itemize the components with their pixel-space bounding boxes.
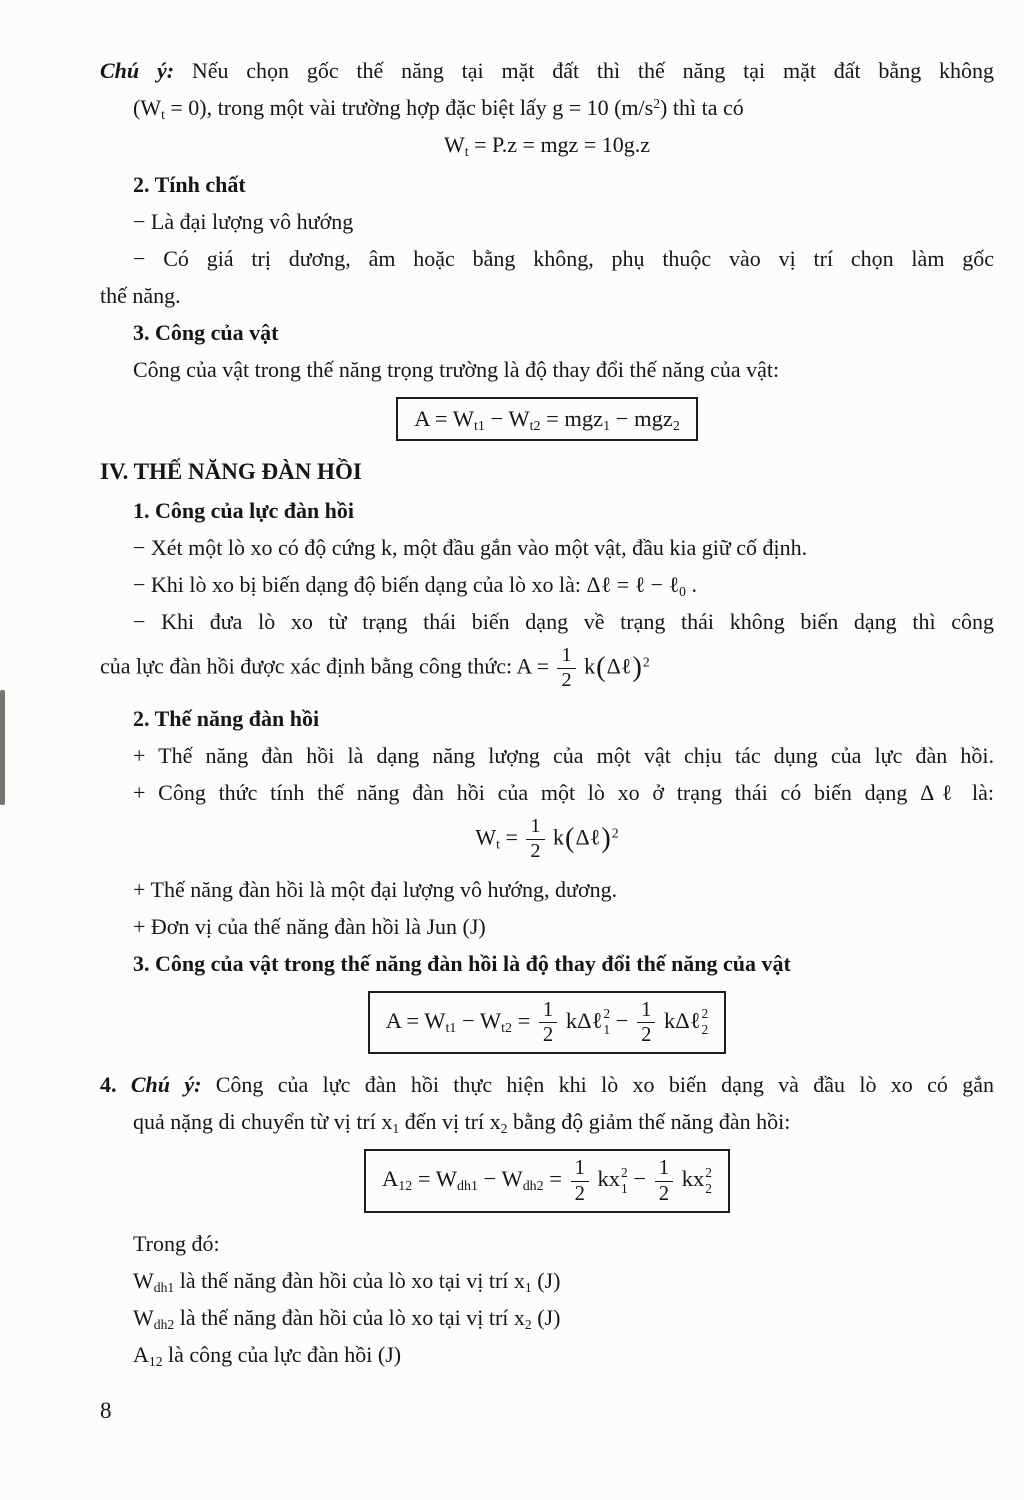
subscript: t2 [529, 419, 541, 435]
subscript: t [464, 144, 469, 160]
fraction: $\frac{1}{2}$ [571, 1157, 589, 1205]
subscript: t2 [501, 1020, 512, 1036]
superscript: 2 [611, 825, 619, 841]
heading-cong-cua-vat: 3. Công của vật [133, 320, 279, 345]
big-paren: ) [632, 652, 642, 684]
subscript: dh1 [153, 1280, 175, 1296]
subscript: 12 [398, 1179, 413, 1195]
def-wdh1: $W_{dh1}$ là thế năng đàn hồi của lò xo tại vị trí $x_1$ (J) [133, 1267, 561, 1296]
formula-row-gravity-work [100, 397, 994, 441]
scan-artifact [0, 690, 5, 805]
subscript: 12 [148, 1354, 163, 1370]
stacked-scripts: 2 1 [603, 1006, 611, 1038]
page-number: 8 [100, 1397, 112, 1423]
bold-text: 4. [100, 1072, 131, 1098]
bold-italic-text: Chú ý: [100, 58, 175, 83]
def-wdh2: $W_{dh2}$ là thế năng đàn hồi của lò xo tại vị trí $x_2$ (J) [133, 1304, 561, 1333]
superscript: 2 [642, 654, 650, 670]
heading-the-nang-dan-hoi: 2. Thế năng đàn hồi [133, 705, 320, 731]
formula-wt-elastic: $W_t$ = $\frac{1}{2}$ k(Δℓ)$^2$ [475, 814, 619, 862]
subscript: 1 [603, 419, 611, 435]
heading-cong-luc-dan-hoi: 1. Công của lực đàn hồi [133, 498, 355, 524]
subscript: 2 [500, 1121, 508, 1137]
superscript: 2 [653, 96, 661, 112]
bullet-xet-lo-xo: − Xét một lò xo có độ cứng k, một đầu gắn vào một vật, đầu kia giữ cố định. [133, 535, 808, 561]
subscript: t [161, 107, 165, 123]
note-gravity-line2: $(W_t = 0)$, trong một vài trường hợp đặc biệt lấy g = 10 $(m/s^2)$ thì ta có [133, 95, 744, 123]
label-trong-do: Trong đó: [133, 1230, 220, 1256]
para-dai-luong-vo-huong: + Thế năng đàn hồi là một đại lượng vô hướng, dương. [133, 876, 618, 902]
para-don-vi-jun: + Đơn vị của thế năng đàn hồi là Jun (J) [133, 913, 486, 939]
formula-row-a12 [100, 1149, 994, 1213]
para-dang-nang-luong: + Thế năng đàn hồi là dạng năng lượng của một vật chịu tác dụng của lực đàn hồi. [133, 742, 994, 768]
note-gravity-line1: Chú ý: Nếu chọn gốc thế năng tại mặt đất thì thế năng tại mặt đất bằng không [100, 58, 994, 83]
stacked-scripts: 2 2 [701, 1006, 709, 1038]
stacked-scripts: 2 2 [705, 1164, 712, 1197]
note-4-line2: quả nặng di chuyển từ vị trí $x_1$ đến vị trí $x_2$ bằng độ giảm thế năng đàn hồi: [133, 1109, 791, 1137]
stacked-scripts: 2 1 [621, 1164, 628, 1197]
subscript: dh2 [522, 1179, 544, 1195]
bullet-dua-lo-xo-line1: − Khi đưa lò xo từ trạng thái biến dạng về trạng thái không biến dạng thì công [133, 609, 994, 635]
bullet-gia-tri: − Có giá trị dương, âm hoặc bằng không, phụ thuộc vào vị trí chọn làm gốc [133, 246, 994, 271]
bold-italic-text: Chú ý: [130, 1072, 202, 1098]
subscript: dh1 [457, 1179, 478, 1195]
heading-cong-cua-vat-dan-hoi: 3. Công của vật trong thế năng đàn hồi là độ thay đổi thế năng của vật [133, 950, 791, 976]
bullet-dua-lo-xo-line2: của lực đàn hồi được xác định bằng công thức: A = $\frac{1}{2}$ k(Δℓ)$^2$ [100, 644, 650, 691]
subscript: 2 [672, 419, 680, 435]
big-paren: ) [601, 823, 611, 855]
subscript: t1 [445, 1020, 457, 1036]
fraction: $\frac{1}{2}$ [655, 1157, 673, 1205]
def-a12: $A_{12}$ là công của lực đàn hồi (J) [133, 1341, 402, 1370]
subscript: t [496, 836, 500, 852]
section-iv-title: IV. THẾ NĂNG ĐÀN HỒI [100, 459, 362, 485]
formula-box-elastic-work: $A = W_{t1} - W_{t2}$ = $\frac{1}{2}$ kΔℓ 2 1 − $\frac{1}{2}$ kΔℓ 2 2 [368, 991, 727, 1055]
big-paren: ( [596, 652, 606, 684]
note-4-line1: 4. Chú ý: Công của lực đàn hồi thực hiện khi lò xo biến dạng và đầu lò xo có gắn [100, 1072, 994, 1098]
heading-tinh-chat: 2. Tính chất [133, 172, 246, 197]
bullet-vo-huong: − Là đại lượng vô hướng [133, 209, 354, 234]
subscript: 2 [524, 1317, 532, 1333]
formula-box-gravity-work: $A = W_{t1} - W_{t2} = mgz_1 - mgz_2$ [396, 397, 698, 441]
para-cong-cua-vat: Công của vật trong thế năng trọng trường là độ thay đổi thế năng của vật: [133, 357, 780, 382]
subscript: t1 [474, 419, 485, 435]
big-paren: ( [565, 823, 575, 855]
fraction: $\frac{1}{2}$ [539, 999, 557, 1047]
fraction: $\frac{1}{2}$ [637, 999, 655, 1047]
subscript: 1 [392, 1121, 400, 1137]
fraction: $\frac{1}{2}$ [557, 645, 575, 692]
subscript: dh2 [153, 1317, 175, 1333]
subscript: 0 [679, 584, 686, 600]
para-cong-thuc-tinh: + Công thức tính thế năng đàn hồi của một lò xo ở trạng thái có biến dạng Δℓ là: [133, 779, 994, 805]
formula-box-a12: $A_{12} = W_{dh1} - W_{dh2}$ = $\frac{1}{2}$ kx 2 1 − $\frac{1}{2}$ kx 2 2 [364, 1149, 730, 1213]
formula-row-elastic-work [100, 991, 994, 1055]
subscript: 1 [524, 1280, 532, 1296]
formula-wt-gravity: $W_t = P.z$ = mgz = 10g.z [444, 132, 650, 160]
bullet-gia-tri-cont: thế năng. [100, 283, 181, 308]
bullet-bien-dang: − Khi lò xo bị biến dạng độ biến dạng của lò xo là: Δℓ = ℓ − ℓ$_0$ . [133, 572, 697, 600]
fraction: $\frac{1}{2}$ [526, 816, 544, 863]
